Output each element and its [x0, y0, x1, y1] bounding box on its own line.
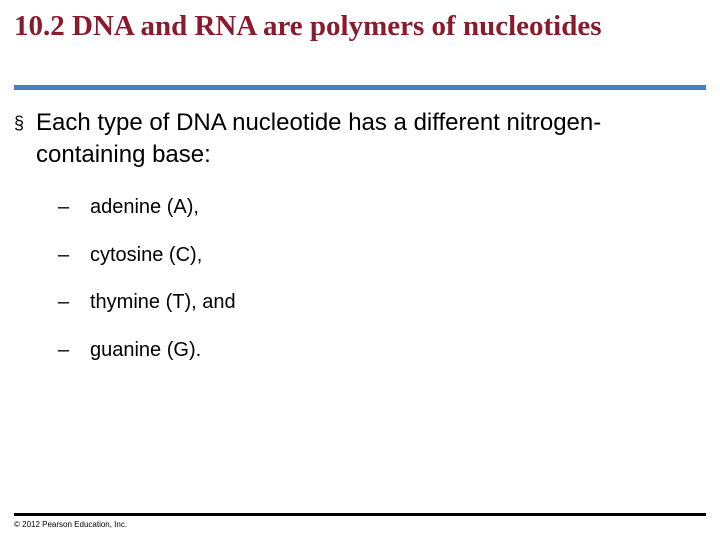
slide-title: 10.2 DNA and RNA are polymers of nucleotides [14, 10, 602, 42]
list-item [58, 241, 236, 289]
main-bullet-text: Each type of DNA nucleotide has a different nitrogen-containing base: [36, 109, 602, 168]
list-item-text: cytosine (C), [90, 243, 203, 266]
list-item [58, 193, 236, 241]
list-item [58, 288, 236, 336]
list-item-text: adenine (A), [90, 196, 199, 218]
main-bullet [14, 107, 704, 171]
slide-body [14, 107, 704, 361]
list-item [58, 336, 236, 384]
dash-icon: – [58, 338, 70, 361]
base-list [58, 193, 236, 383]
bullet-marker-icon: § [14, 113, 25, 133]
dash-icon: – [58, 291, 70, 313]
list-item-text: guanine (G). [90, 338, 202, 361]
footer-divider [14, 513, 706, 516]
copyright-notice: © 2012 Pearson Education, Inc. [14, 520, 128, 529]
dash-icon: – [58, 243, 70, 266]
list-item-text: thymine (T), and [90, 291, 236, 313]
dash-icon: – [58, 196, 70, 218]
title-divider [14, 85, 706, 90]
